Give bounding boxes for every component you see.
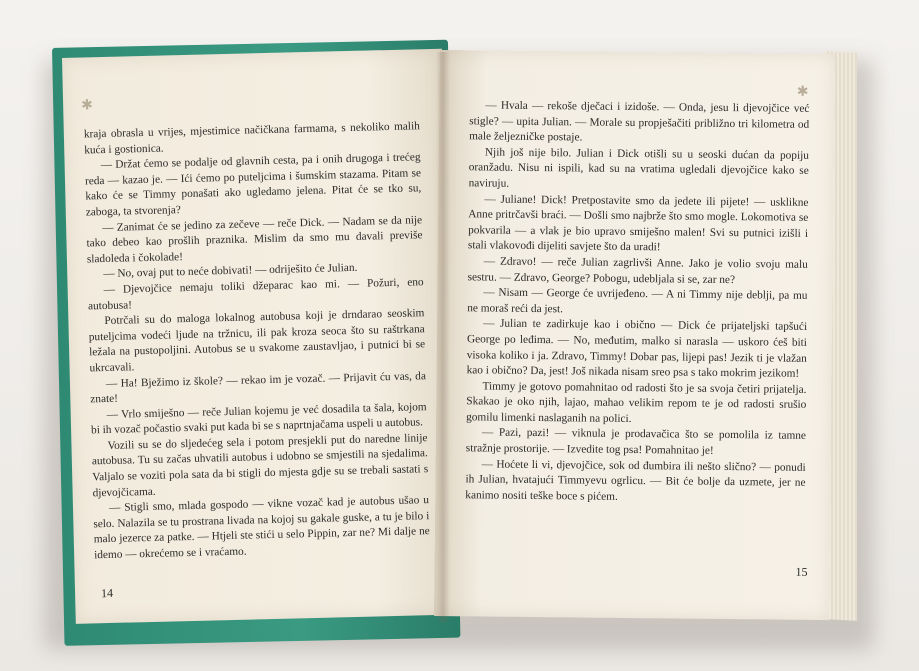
right-page-text — [465, 98, 809, 507]
left-page-number: 14 — [100, 585, 114, 601]
right-paragraph-3: — Juliane! Dick! Pretpostavite smo da jedete ili pijete! — usklikne Anne pritrčavši braći. — Došli smo najbrže što smo mogle. Lokomotiva se pokvarila — a vlak je bio upravo smiješno malen! Svi su putnici izišli i stali vlakovođi dijeliti savjete što da uradi! — [467, 193, 809, 254]
right-paragraph-2: Njih još nije bilo. Julian i Dick otišli su u seoski dućan da popiju oranžadu. Nisu ni ispili, kad su na vratima ugledali djevojčice kako se naviruju. — [468, 146, 809, 190]
right-paragraph-8: — Pazi, pazi! — viknula je prodavačica što se pomolila iz tamne stražnje prostorije. — Izvedite tog psa! Pomahnitao je! — [465, 426, 807, 457]
right-paragraph-4: — Zdravo! — reče Julian zagrlivši Anne. Jako je volio svoju malu sestru. — Zdravo, George? Pobogu, udebljala si se, zar ne? — [467, 255, 808, 286]
right-paragraph-9: — Hoćete li vi, djevojčice, sok od đumbira ili nešto slično? — ponudi ih Julian, hvatajući Timmyevu ogrlicu. — Bit će bolje da uzmete, jer ne kanimo nositi teške boce s pićem. — [465, 458, 806, 503]
left-page-text — [84, 119, 431, 564]
left-paragraph-10: — Stigli smo, mlada gospodo — vikne vozač kad je autobus ušao u selo. Nalazila se tu prostrana livada na kojoj su gakale guske, a tu je bilo i malo jezerce za patke. — Htjeli ste stići u selo Pippin, zar ne? Mi dalje ne idemo — okrećemo se i vraćamo. — [93, 494, 430, 562]
left-paragraph-5: — Djevojčice nemaju toliki džeparac kao mi. — Požuri, eno autobusa! — [87, 276, 424, 312]
left-paragraph-7: — Ha! Bježimo iz škole? — rekao im je vozač. — Prijavit ću vas, da znate! — [90, 369, 427, 406]
left-paragraph-3: — Zanimat će se jedino za zečeve — reče Dick. — Nadam se da nije tako debeo kao prošlih praznika. Mislim da smo mu davali previše sladoleda i čokolade! — [86, 213, 423, 266]
right-paragraph-1: — Hvala — rekoše dječaci i izidoše. — Onda, jesu li djevojčice već stigle? — upita Julian. — Morale su propješačiti približno tri kilometra od male željezničke postaje. — [469, 99, 810, 144]
corner-mark-icon: ✱ — [796, 84, 809, 100]
right-paragraph-6: — Julian te zadirkuje kao i obično — Dick će prijateljski tapšući George po leđima. — No, međutim, malko si narasla — uskoro ćeš biti visoka koliko i ja. Zdravo, Timmy! Dobar pas, lijepi pas! Jezik ti je vlažan kao i obično? Da, jest! Još nikada nisam sreo psa s tako mokrim jezikom! — [466, 317, 808, 380]
corner-mark-icon: ✱ — [80, 98, 94, 114]
left-paragraph-1: kraja obrasla u vrijes, mjestimice načičkana farmama, s nekoliko malih kuća i gostionica. — [83, 120, 420, 157]
left-paragraph-8: — Vrlo smiješno — reče Julian kojemu je već dosadila ta šala, kojom bi ih vozač počastio svaki put kada bi se s naprtnjačama uspeli u autobus. — [90, 400, 427, 437]
left-paragraph-6: Potrčali su do maloga lokalnog autobusa koji je drndarao seoskim puteljcima vodeći ljude na tržnicu, ili pak kroza seoca što su raštrkana ležala na pustopoljini. Autobus se u svakome zaustavljao, i putnici bi se ukrcavali. — [88, 307, 426, 375]
left-paragraph-2: — Držat ćemo se podalje od glavnih cesta, pa i onih drugoga i trećeg reda — kazao je. — Ići ćemo po puteljcima i šumskim stazama. Pitam se kako će se Timmy ponašati ako ugledamo jelena. Pitat će se tko su, zaboga, ta stvorenja? — [84, 151, 422, 219]
right-page-number: 15 — [795, 564, 808, 579]
left-paragraph-9: Vozili su se do sljedećeg sela i potom presjekli put do naredne linije autobusa. Tu su začas uhvatili autobus i udobno se smjestili na sjedalima. Valjalo se voziti pola sata da bi stigli do mjesta gdje su se trebali sastati s djevojčicama. — [91, 432, 429, 500]
right-paragraph-7: Timmy je gotovo pomahnitao od radosti što je sa svoja četiri prijatelja. Skakao je oko njih, lajao, mahao velikim repom te je od radosti srušio gomilu limenki naslaganih na polici. — [466, 380, 807, 425]
right-page — [434, 50, 835, 620]
left-page — [62, 49, 456, 624]
left-paragraph-4: — No, ovaj put to neće dobivati! — odriješito će Julian. — [103, 262, 358, 281]
right-paragraph-5: — Nisam — George će uvrijeđeno. — A ni Timmy nije deblji, pa mu ne moraš reći da jest. — [467, 286, 808, 316]
book-gutter — [436, 52, 450, 622]
